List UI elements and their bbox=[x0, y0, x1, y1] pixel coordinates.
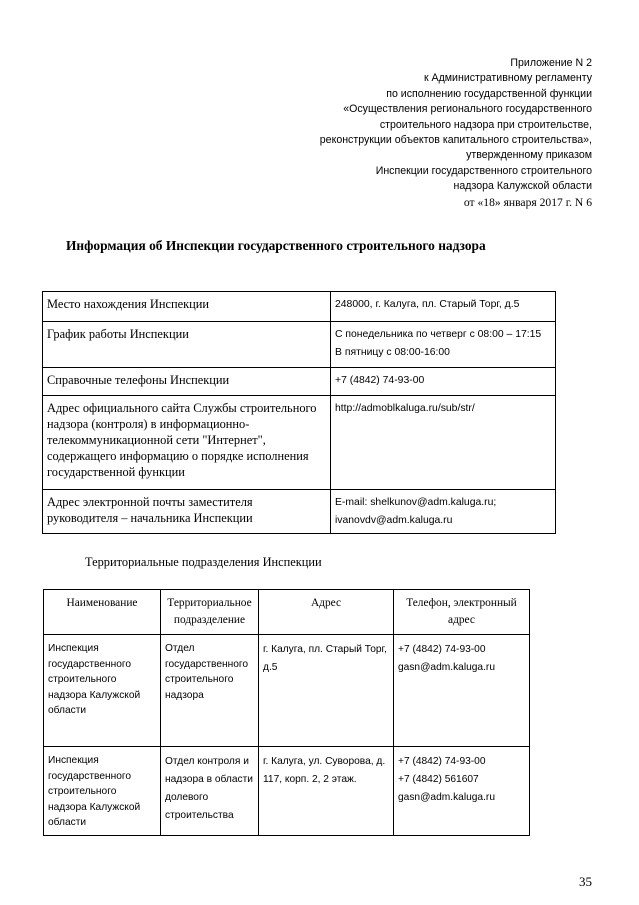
row-value bbox=[331, 292, 556, 322]
email-link[interactable]: gasn@adm.kaluga.ru bbox=[398, 792, 495, 803]
column-header: Наименование bbox=[44, 590, 161, 635]
appendix-line: Приложение N 2 bbox=[510, 57, 592, 69]
value-line: +7 (4842) 74-93-00 bbox=[335, 375, 425, 386]
appendix-line: Инспекции государственного строительного bbox=[375, 164, 592, 177]
territorial-units-table bbox=[43, 589, 530, 836]
inspection-info-table bbox=[42, 291, 556, 534]
column-header: Адрес bbox=[259, 590, 394, 635]
table-row bbox=[43, 292, 556, 322]
appendix-line: к Административному регламенту bbox=[423, 72, 592, 85]
appendix-line: строительного надзора при строительстве, bbox=[379, 118, 592, 131]
appendix-line: по исполнению государственной функции bbox=[386, 87, 592, 100]
table-row bbox=[43, 396, 556, 490]
column-header: Телефон, электронный адрес bbox=[394, 590, 530, 635]
table-header-row bbox=[44, 590, 530, 635]
value-line: В пятницу с 08:00-16:00 bbox=[335, 347, 450, 358]
unit-address: г. Калуга, пл. Старый Торг, д.5 bbox=[259, 635, 394, 747]
row-label: График работы Инспекции bbox=[43, 322, 331, 368]
appendix-line: утвержденному приказом bbox=[466, 149, 592, 162]
email-link[interactable]: ivanovdv@adm.kaluga.ru bbox=[335, 515, 453, 526]
phone-text: +7 (4842) 74-93-00 bbox=[398, 644, 486, 655]
unit-contacts bbox=[394, 635, 530, 747]
table-row bbox=[44, 635, 530, 747]
row-value bbox=[331, 490, 556, 534]
unit-name: Инспекция государственного строительного надзора Калужской области bbox=[44, 635, 161, 747]
email-link[interactable]: E-mail: shelkunov@adm.kaluga.ru; bbox=[335, 497, 497, 508]
table-row bbox=[44, 747, 530, 836]
row-value bbox=[331, 396, 556, 490]
page-number: 35 bbox=[579, 874, 592, 889]
website-link[interactable]: http://admoblkaluga.ru/sub/str/ bbox=[335, 403, 475, 414]
row-label: Справочные телефоны Инспекции bbox=[43, 368, 331, 396]
row-label: Место нахождения Инспекции bbox=[43, 292, 331, 322]
unit-department: Отдел государственного строительного надзора bbox=[161, 635, 259, 747]
unit-department: Отдел контроля и надзора в области долевого строительства bbox=[161, 747, 259, 836]
appendix-header bbox=[252, 56, 592, 210]
value-line: С понедельника по четверг с 08:00 – 17:15 bbox=[335, 329, 542, 340]
column-header: Территориальное подразделение bbox=[161, 590, 259, 635]
page-title: Информация об Инспекции государственного строительного надзора bbox=[66, 238, 486, 253]
phone-text: +7 (4842) 74-93-00 bbox=[398, 756, 486, 767]
table-row bbox=[43, 368, 556, 396]
table-row bbox=[43, 322, 556, 368]
row-value bbox=[331, 368, 556, 396]
row-label: Адрес электронной почты заместителя руководителя – начальника Инспекции bbox=[43, 490, 331, 534]
appendix-line: реконструкции объектов капитального строительства», bbox=[319, 134, 592, 147]
appendix-line: «Осуществления регионального государственного bbox=[343, 103, 592, 116]
email-link[interactable]: gasn@adm.kaluga.ru bbox=[398, 662, 495, 673]
row-label: Адрес официального сайта Службы строительного надзора (контроля) в информационно-телекоммуникационной сети "Интернет", содержащего информацию о порядке исполнения государственной функции bbox=[43, 396, 331, 490]
phone-text: +7 (4842) 561607 bbox=[398, 774, 479, 785]
unit-contacts bbox=[394, 747, 530, 836]
row-value bbox=[331, 322, 556, 368]
unit-address: г. Калуга, ул. Суворова, д. 117, корп. 2, 2 этаж. bbox=[259, 747, 394, 836]
unit-name: Инспекция государственного строительного надзора Калужской области bbox=[44, 747, 161, 836]
value-line: 248000, г. Калуга, пл. Старый Торг, д.5 bbox=[335, 299, 520, 310]
section-title: Территориальные подразделения Инспекции bbox=[85, 555, 322, 569]
appendix-line: надзора Калужской области bbox=[453, 180, 592, 193]
table-row bbox=[43, 490, 556, 534]
appendix-line: от «18» января 2017 г. N 6 bbox=[463, 195, 592, 209]
